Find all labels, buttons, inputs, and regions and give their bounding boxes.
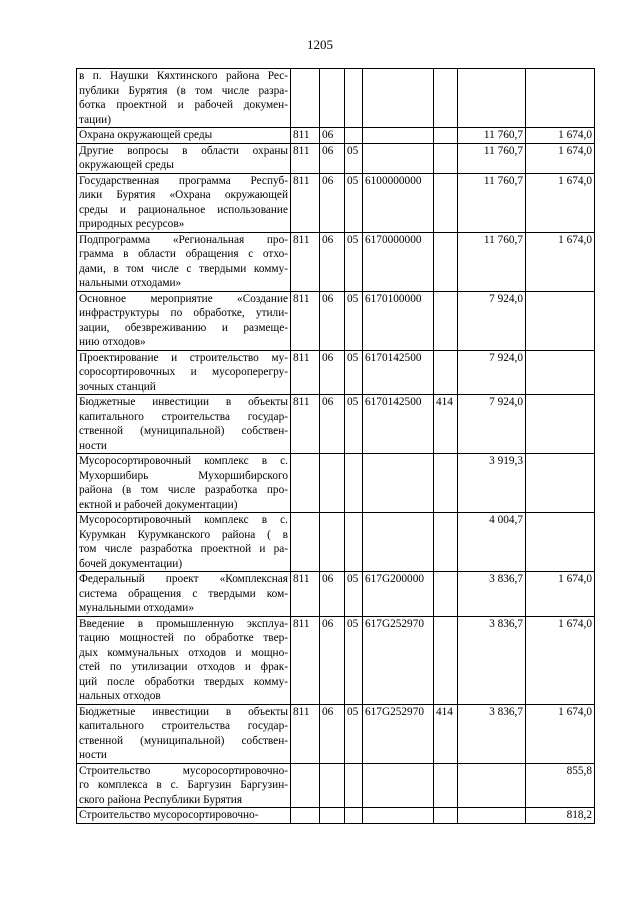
item-name-line: грамма в области обращения с отхо- <box>79 248 288 260</box>
item-name-line: Охрана окружающей среды <box>79 129 213 141</box>
table-row <box>77 808 595 824</box>
section-code-cell: 06 <box>320 232 345 291</box>
admin-code-cell: 811 <box>291 395 320 454</box>
item-name-line: Строительство мусоросортировочно- <box>79 809 259 821</box>
admin-code-cell <box>291 808 320 824</box>
item-name-line: ботка проектной и рабочей докумен- <box>79 99 288 111</box>
admin-code-cell: 811 <box>291 173 320 232</box>
admin-code-cell <box>291 454 320 513</box>
item-name-cell <box>77 395 291 454</box>
target-article-cell: 6170100000 <box>363 291 434 350</box>
target-article-cell: 6170142500 <box>363 395 434 454</box>
subsection-code-cell: 05 <box>345 572 363 617</box>
amount-cell-1: 4 004,7 <box>458 513 526 572</box>
amount-cell-1: 7 924,0 <box>458 291 526 350</box>
item-name-line: капитального строительства государ- <box>79 410 288 423</box>
item-name-cell <box>77 704 291 763</box>
table-row <box>77 291 595 350</box>
expense-type-cell <box>434 616 458 704</box>
amount-cell-1 <box>458 763 526 808</box>
item-name-cell <box>77 143 291 173</box>
expense-type-cell <box>434 143 458 173</box>
section-code-cell <box>320 454 345 513</box>
target-article-cell <box>363 513 434 572</box>
section-code-cell: 06 <box>320 395 345 454</box>
item-name-line: система обращения с твердыми ком- <box>79 587 288 600</box>
admin-code-cell: 811 <box>291 291 320 350</box>
amount-cell-1 <box>458 69 526 128</box>
subsection-code-cell <box>345 808 363 824</box>
table-row <box>77 616 595 704</box>
item-name-line: Проектирование и строительство му- <box>79 351 288 364</box>
subsection-code-cell: 05 <box>345 350 363 395</box>
amount-cell-1: 3 836,7 <box>458 616 526 704</box>
subsection-code-cell: 05 <box>345 232 363 291</box>
item-name-line: тацию мощностей по обработке твер- <box>79 632 288 644</box>
table-row <box>77 350 595 395</box>
admin-code-cell <box>291 513 320 572</box>
subsection-code-cell <box>345 69 363 128</box>
item-name-line: Курумкан Курумканского района ( в <box>79 528 288 541</box>
subsection-code-cell: 05 <box>345 704 363 763</box>
section-code-cell: 06 <box>320 143 345 173</box>
item-name-cell <box>77 808 291 824</box>
target-article-cell <box>363 143 434 173</box>
subsection-code-cell <box>345 763 363 808</box>
item-name-line: Основное мероприятие «Создание <box>79 292 288 305</box>
table-row <box>77 572 595 617</box>
item-name-line: ности <box>79 439 107 452</box>
amount-cell-2: 1 674,0 <box>526 128 595 144</box>
subsection-code-cell: 05 <box>345 173 363 232</box>
item-name-cell <box>77 128 291 144</box>
item-name-line: в п. Наушки Кяхтинского района Рес- <box>79 70 288 82</box>
target-article-cell: 6100000000 <box>363 173 434 232</box>
amount-cell-2 <box>526 69 595 128</box>
amount-cell-2: 1 674,0 <box>526 572 595 617</box>
expense-type-cell <box>434 763 458 808</box>
item-name-line: Мусоросортировочный комплекс в с. <box>79 455 288 467</box>
subsection-code-cell <box>345 128 363 144</box>
table-row <box>77 454 595 513</box>
amount-cell-1: 11 760,7 <box>458 128 526 144</box>
expense-type-cell: 414 <box>434 704 458 763</box>
expense-type-cell <box>434 808 458 824</box>
amount-cell-2: 1 674,0 <box>526 704 595 763</box>
section-code-cell: 06 <box>320 128 345 144</box>
item-name-line: публики Бурятия (в том числе разра- <box>79 84 288 97</box>
amount-cell-1: 3 836,7 <box>458 572 526 617</box>
expense-type-cell <box>434 232 458 291</box>
item-name-line: инфраструктуры по обработке, утили- <box>79 307 288 319</box>
item-name-line: ского района Республики Бурятия <box>79 793 243 806</box>
target-article-cell <box>363 808 434 824</box>
amount-cell-2: 855,8 <box>526 763 595 808</box>
target-article-cell: 617G200000 <box>363 572 434 617</box>
target-article-cell: 6170000000 <box>363 232 434 291</box>
amount-cell-2 <box>526 291 595 350</box>
table-row <box>77 513 595 572</box>
item-name-line: окружающей среды <box>79 159 174 171</box>
item-name-cell <box>77 173 291 232</box>
amount-cell-1: 11 760,7 <box>458 143 526 173</box>
section-code-cell: 06 <box>320 616 345 704</box>
item-name-cell <box>77 572 291 617</box>
target-article-cell <box>363 128 434 144</box>
item-name-line: Мухоршибирь Мухоршибирского <box>79 469 288 482</box>
item-name-cell <box>77 69 291 128</box>
amount-cell-1: 11 760,7 <box>458 232 526 291</box>
table-row <box>77 128 595 144</box>
subsection-code-cell: 05 <box>345 291 363 350</box>
item-name-line: ций после обработки твердых комму- <box>79 675 288 688</box>
item-name-line: зации, обезвреживанию и размеще- <box>79 321 288 334</box>
item-name-line: нальными отходами» <box>79 277 182 289</box>
table-row <box>77 143 595 173</box>
item-name-line: Мусоросортировочный комплекс в с. <box>79 514 288 526</box>
item-name-line: Строительство мусоросортировочно- <box>79 764 288 777</box>
expense-type-cell <box>434 173 458 232</box>
item-name-line: нию отходов» <box>79 336 146 348</box>
item-name-line: лики Бурятия «Охрана окружающей <box>79 189 288 201</box>
item-name-line: ственной (муниципальной) собствен- <box>79 425 288 437</box>
item-name-line: Введение в промышленную эксплуа- <box>79 617 288 630</box>
amount-cell-2: 1 674,0 <box>526 232 595 291</box>
subsection-code-cell: 05 <box>345 616 363 704</box>
item-name-line: бочей документации) <box>79 557 183 570</box>
amount-cell-2 <box>526 395 595 454</box>
section-code-cell: 06 <box>320 350 345 395</box>
item-name-line: ектной и рабочей документации) <box>79 498 238 511</box>
item-name-line: мунальными отходами» <box>79 602 194 614</box>
target-article-cell <box>363 763 434 808</box>
item-name-line: среды и рациональное использование <box>79 203 288 216</box>
admin-code-cell: 811 <box>291 350 320 395</box>
section-code-cell: 06 <box>320 173 345 232</box>
section-code-cell <box>320 763 345 808</box>
section-code-cell: 06 <box>320 704 345 763</box>
amount-cell-2: 1 674,0 <box>526 173 595 232</box>
item-name-line: района (в том числе разработка про- <box>79 484 288 496</box>
amount-cell-1: 11 760,7 <box>458 173 526 232</box>
item-name-cell <box>77 763 291 808</box>
section-code-cell <box>320 69 345 128</box>
item-name-line: соросортировочных и мусороперегру- <box>79 366 288 378</box>
section-code-cell: 06 <box>320 291 345 350</box>
item-name-line: Федеральный проект «Комплексная <box>79 573 288 585</box>
item-name-line: Государственная программа Респуб- <box>79 174 288 187</box>
item-name-cell <box>77 616 291 704</box>
amount-cell-2 <box>526 513 595 572</box>
budget-table <box>76 68 595 824</box>
item-name-cell <box>77 350 291 395</box>
item-name-cell <box>77 454 291 513</box>
subsection-code-cell <box>345 454 363 513</box>
amount-cell-2: 1 674,0 <box>526 143 595 173</box>
item-name-line: Бюджетные инвестиции в объекты <box>79 705 288 718</box>
item-name-line: Бюджетные инвестиции в объекты <box>79 396 288 408</box>
amount-cell-1 <box>458 808 526 824</box>
amount-cell-1: 7 924,0 <box>458 350 526 395</box>
expense-type-cell: 414 <box>434 395 458 454</box>
subsection-code-cell: 05 <box>345 395 363 454</box>
admin-code-cell: 811 <box>291 232 320 291</box>
table-row <box>77 232 595 291</box>
expense-type-cell <box>434 350 458 395</box>
admin-code-cell: 811 <box>291 128 320 144</box>
item-name-line: Подпрограмма «Региональная про- <box>79 233 288 246</box>
item-name-line: нальных отходов <box>79 690 161 702</box>
item-name-line: капитального строительства государ- <box>79 720 288 732</box>
table-row <box>77 69 595 128</box>
amount-cell-1: 3 919,3 <box>458 454 526 513</box>
table-row <box>77 173 595 232</box>
table-row <box>77 704 595 763</box>
target-article-cell <box>363 454 434 513</box>
expense-type-cell <box>434 128 458 144</box>
item-name-cell <box>77 513 291 572</box>
item-name-cell <box>77 291 291 350</box>
item-name-cell <box>77 232 291 291</box>
table-row <box>77 395 595 454</box>
admin-code-cell <box>291 763 320 808</box>
expense-type-cell <box>434 513 458 572</box>
amount-cell-1: 3 836,7 <box>458 704 526 763</box>
item-name-line: ственной (муниципальной) собствен- <box>79 734 288 747</box>
admin-code-cell: 811 <box>291 616 320 704</box>
admin-code-cell: 811 <box>291 572 320 617</box>
amount-cell-2 <box>526 454 595 513</box>
admin-code-cell: 811 <box>291 704 320 763</box>
target-article-cell <box>363 69 434 128</box>
admin-code-cell <box>291 69 320 128</box>
item-name-line: Другие вопросы в области охраны <box>79 144 288 157</box>
expense-type-cell <box>434 572 458 617</box>
expense-type-cell <box>434 291 458 350</box>
subsection-code-cell <box>345 513 363 572</box>
item-name-line: стей по утилизации отходов и фрак- <box>79 661 288 673</box>
item-name-line: дами, в том числе с твердыми комму- <box>79 262 288 275</box>
item-name-line: ности <box>79 749 107 761</box>
section-code-cell: 06 <box>320 572 345 617</box>
table-row <box>77 763 595 808</box>
amount-cell-2: 1 674,0 <box>526 616 595 704</box>
amount-cell-2: 818,2 <box>526 808 595 824</box>
item-name-line: дых коммунальных отходов и мощно- <box>79 646 288 659</box>
item-name-line: тации) <box>79 113 111 126</box>
section-code-cell <box>320 513 345 572</box>
page-number: 1205 <box>307 37 333 52</box>
item-name-line: том числе разработка проектной и ра- <box>79 543 288 555</box>
section-code-cell <box>320 808 345 824</box>
subsection-code-cell: 05 <box>345 143 363 173</box>
item-name-line: го комплекса в с. Баргузин Баргузин- <box>79 779 288 791</box>
item-name-line: зочных станций <box>79 380 156 393</box>
target-article-cell: 6170142500 <box>363 350 434 395</box>
admin-code-cell: 811 <box>291 143 320 173</box>
expense-type-cell <box>434 454 458 513</box>
item-name-line: природных ресурсов» <box>79 218 185 230</box>
target-article-cell: 617G252970 <box>363 704 434 763</box>
expense-type-cell <box>434 69 458 128</box>
amount-cell-1: 7 924,0 <box>458 395 526 454</box>
target-article-cell: 617G252970 <box>363 616 434 704</box>
amount-cell-2 <box>526 350 595 395</box>
